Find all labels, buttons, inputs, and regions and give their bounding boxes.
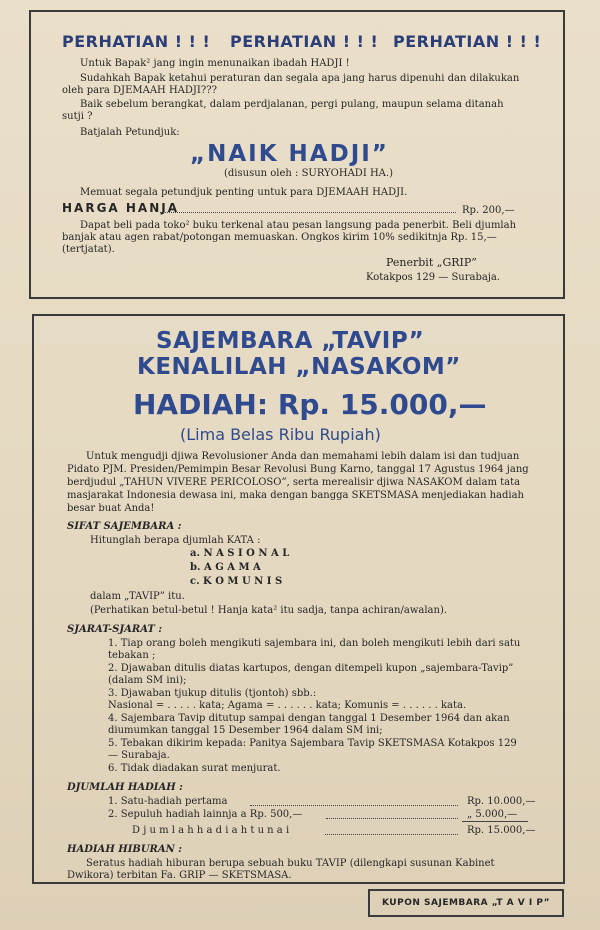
headline-1: PERHATIAN ! ! ! — [62, 32, 211, 51]
note: (Perhatikan betul-betul ! Hanja kata² itu sadja, tanpa achiran/awalan). — [90, 605, 448, 616]
sjarat-heading: SJARAT-SJARAT : — [67, 624, 163, 635]
sjarat-1b: tebakan ; — [108, 650, 156, 661]
sjarat-3a: 3. Djawaban tjukup ditulis (tjontoh) sbb.: — [108, 688, 317, 699]
word-a: a. N A S I O N A L — [190, 548, 290, 559]
sjarat-4b: diumumkan tanggal 15 Desember 1964 dalam SM ini; — [108, 725, 383, 736]
total-label: D j u m l a h h a d i a h t u n a i — [132, 825, 290, 836]
hadiah-2-leader — [326, 818, 458, 819]
headline-2: PERHATIAN ! ! ! — [230, 32, 379, 51]
headline-3: PERHATIAN ! ! ! — [393, 32, 542, 51]
word-b: b. A G A M A — [190, 562, 261, 573]
contest-coupon[interactable]: KUPON SAJEMBARA „T A V I P” — [368, 889, 564, 917]
prize-amount: HADIAH: Rp. 15.000,— — [133, 388, 487, 421]
ad1-line1: Untuk Bapak² jang ingin menunaikan ibadah HADJI ! — [80, 58, 350, 69]
price-leader — [160, 212, 456, 213]
price-value: Rp. 200,— — [462, 205, 515, 216]
sjarat-4a: 4. Sajembara Tavip ditutup sampai dengan tanggal 1 Desember 1964 dan akan — [108, 713, 510, 724]
ad1-info3: (tertjatat). — [62, 244, 115, 255]
sum-rule — [462, 821, 528, 822]
ad1-info2: banjak atau agen rabat/potongan memuaskan. Ongkos kirim 10% sedikitnja Rp. 15,— — [62, 232, 497, 243]
intro-2: Pidato PJM. Presiden/Pemimpin Besar Revolusi Bung Karno, tanggal 17 Agustus 1964 jang — [67, 464, 529, 475]
sjarat-5a: 5. Tebakan dikirim kepada: Panitya Sajembara Tavip SKETSMASA Kotakpos 129 — [108, 738, 517, 749]
intro-4: masjarakat Indonesia dewasa ini, maka dengan bangga SKETSMASA menjediakan hadiah — [67, 490, 525, 501]
hiburan-2: Dwikora) terbitan Fa. GRIP — SKETSMASA. — [67, 870, 292, 881]
hadiah-1-leader — [250, 805, 458, 806]
word-c: c. K O M U N I S — [190, 576, 283, 587]
sjarat-2a: 2. Djawaban ditulis diatas kartupos, dengan ditempeli kupon „sajembara-Tavip” — [108, 663, 514, 674]
ad1-info1: Dapat beli pada toko² buku terkenal atau pesan langsung pada penerbit. Beli djumlah — [80, 220, 517, 231]
djumlah-heading: DJUMLAH HADIAH : — [67, 782, 183, 793]
intro-5: besar buat Anda! — [67, 503, 155, 514]
hadiah-1-label: 1. Satu-hadiah pertama — [108, 796, 228, 807]
hiburan-1: Seratus hadiah hiburan berupa sebuah buku TAVIP (dilengkapi susunan Kabinet — [86, 858, 495, 869]
ad1-line2a: Sudahkah Bapak ketahui peraturan dan segala apa jang harus dipenuhi dan dilakukan — [80, 73, 520, 84]
sjarat-6: 6. Tidak diadakan surat menjurat. — [108, 763, 281, 774]
hadiah-2-label: 2. Sepuluh hadiah lainnja a Rp. 500,— — [108, 809, 303, 820]
price-label: HARGA HANJA — [62, 201, 180, 215]
total-amount: Rp. 15.000,— — [467, 825, 536, 836]
intro-3: berdjudul „TAHUN VIVERE PERICOLOSO”, serta merealisir djiwa NASAKOM dalam tata — [67, 477, 521, 488]
intro-1: Untuk mengudji djiwa Revolusioner Anda dan memahami lebih dalam isi dan tudjuan — [86, 451, 520, 462]
publisher: Penerbit „GRIP” — [386, 256, 477, 269]
sifat-heading: SIFAT SAJEMBARA : — [67, 521, 182, 532]
hadiah-1-amount: Rp. 10.000,— — [467, 796, 536, 807]
dalam-tavip: dalam „TAVIP” itu. — [90, 591, 185, 602]
book-title: „NAIK HADJI” — [190, 141, 389, 167]
sjarat-2b: (dalam SM ini); — [108, 675, 187, 686]
hadiah-2-amount: „ 5.000,— — [467, 809, 518, 820]
sjarat-5b: — Surabaja. — [108, 750, 170, 761]
ad1-line3b: sutji ? — [62, 111, 93, 122]
ad1-line4: Batjalah Petundjuk: — [80, 127, 180, 138]
ad1-line3a: Baik sebelum berangkat, dalam perdjalanan, pergi pulang, maupun selama ditanah — [80, 99, 504, 110]
book-content: Memuat segala petundjuk penting untuk para DJEMAAH HADJI. — [80, 187, 408, 198]
prize-words: (Lima Belas Ribu Rupiah) — [180, 425, 381, 444]
sjarat-1a: 1. Tiap orang boleh mengikuti sajembara ini, dan boleh mengikuti lebih dari satu — [108, 638, 521, 649]
total-leader — [325, 834, 458, 835]
book-author: (disusun oleh : SURYOHADI HA.) — [224, 168, 393, 179]
contest-title: SAJEMBARA „TAVIP” — [156, 328, 425, 354]
ad1-line2b: oleh para DJEMAAH HADJI??? — [62, 85, 217, 96]
contest-subtitle: KENALILAH „NASAKOM” — [137, 354, 461, 380]
sifat-line: Hitunglah berapa djumlah KATA : — [90, 535, 261, 546]
publisher-address: Kotakpos 129 — Surabaja. — [366, 272, 501, 283]
sjarat-3b: Nasional = . . . . . kata; Agama = . . . . . . kata; Komunis = . . . . . . kata. — [108, 700, 467, 711]
hiburan-heading: HADIAH HIBURAN : — [67, 844, 182, 855]
